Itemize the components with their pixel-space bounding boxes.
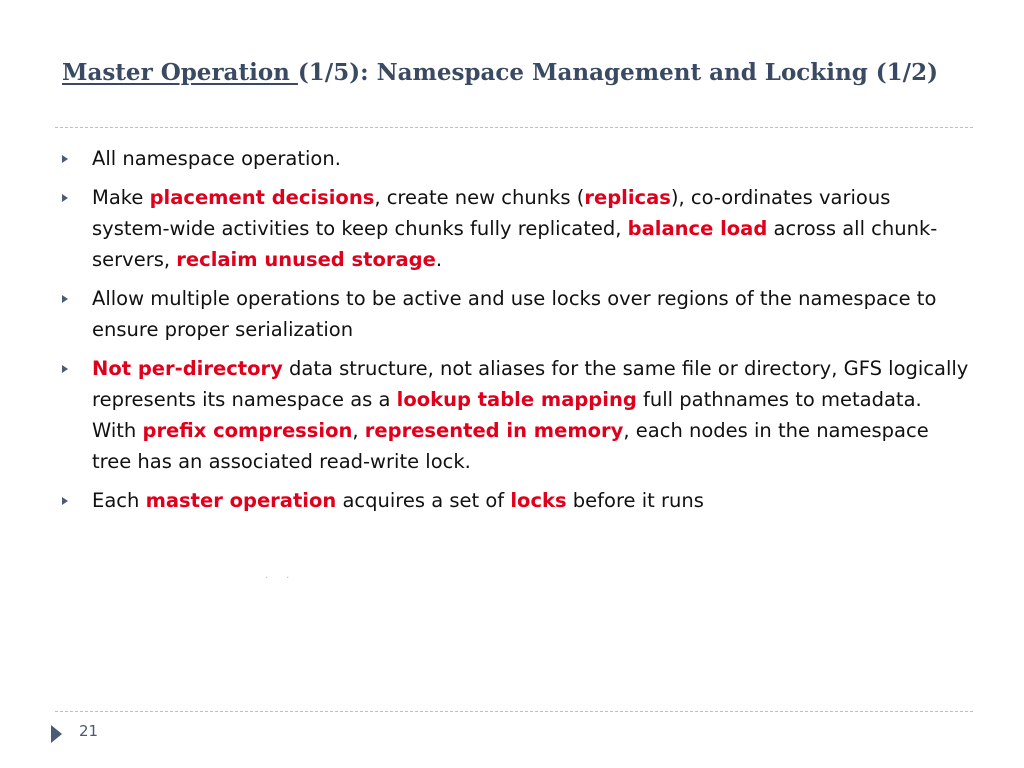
bullet-text: , bbox=[352, 419, 365, 442]
triangle-right-icon bbox=[62, 194, 68, 202]
footer-divider bbox=[55, 711, 973, 712]
page-number: 21 bbox=[79, 722, 99, 740]
bullet-item bbox=[60, 485, 970, 516]
bullet-text: data structure, not aliases for the same file or directory, GFS logically represents its namespace as a bbox=[92, 357, 969, 411]
bullet-text: Make bbox=[92, 186, 150, 209]
bullet-text: Each bbox=[92, 489, 146, 512]
bullet-text: ), co-ordinates various system-wide activities to keep chunks fully replicated, bbox=[92, 186, 891, 240]
bullet-text: full pathnames to metadata. With bbox=[92, 388, 922, 442]
bullet-text: Allow multiple operations to be active and use locks over regions of the namespace to ensure proper serialization bbox=[92, 287, 937, 341]
triangle-right-icon bbox=[62, 497, 68, 505]
triangle-right-icon bbox=[62, 365, 68, 373]
bullet-text: , each nodes in the namespace tree has an associated read-write lock. bbox=[92, 419, 929, 473]
bullet-item bbox=[60, 143, 970, 174]
slide-title-underlined: Master Operation bbox=[62, 59, 298, 86]
triangle-right-icon bbox=[51, 725, 62, 743]
highlighted-term: locks bbox=[510, 489, 567, 512]
highlighted-term: reclaim unused storage bbox=[176, 248, 436, 271]
bullet-text: . bbox=[435, 248, 443, 271]
title-divider bbox=[55, 127, 973, 128]
slide-title bbox=[62, 56, 962, 89]
slide-title-rest: (1/5): Namespace Management and Locking (1/2) bbox=[297, 59, 938, 86]
bullet-text: across all chunk-servers, bbox=[92, 217, 938, 271]
bullet-text: , create new chunks ( bbox=[374, 186, 585, 209]
bullet-item bbox=[60, 353, 970, 477]
bullet-text: All namespace operation. bbox=[92, 147, 341, 170]
highlighted-term: represented in memory bbox=[364, 419, 624, 442]
highlighted-term: master operation bbox=[145, 489, 337, 512]
triangle-right-icon bbox=[62, 155, 68, 163]
bullet-text: acquires a set of bbox=[336, 489, 511, 512]
bullet-list bbox=[60, 143, 970, 524]
bullet-item bbox=[60, 182, 970, 275]
stray-dots: .. bbox=[265, 570, 308, 581]
triangle-right-icon bbox=[62, 295, 68, 303]
highlighted-term: Not per-directory bbox=[92, 357, 283, 380]
highlighted-term: prefix compression bbox=[142, 419, 353, 442]
highlighted-term: balance load bbox=[627, 217, 768, 240]
highlighted-term: placement decisions bbox=[149, 186, 375, 209]
highlighted-term: replicas bbox=[584, 186, 671, 209]
highlighted-term: lookup table mapping bbox=[396, 388, 637, 411]
bullet-item bbox=[60, 283, 970, 345]
bullet-text: before it runs bbox=[566, 489, 704, 512]
